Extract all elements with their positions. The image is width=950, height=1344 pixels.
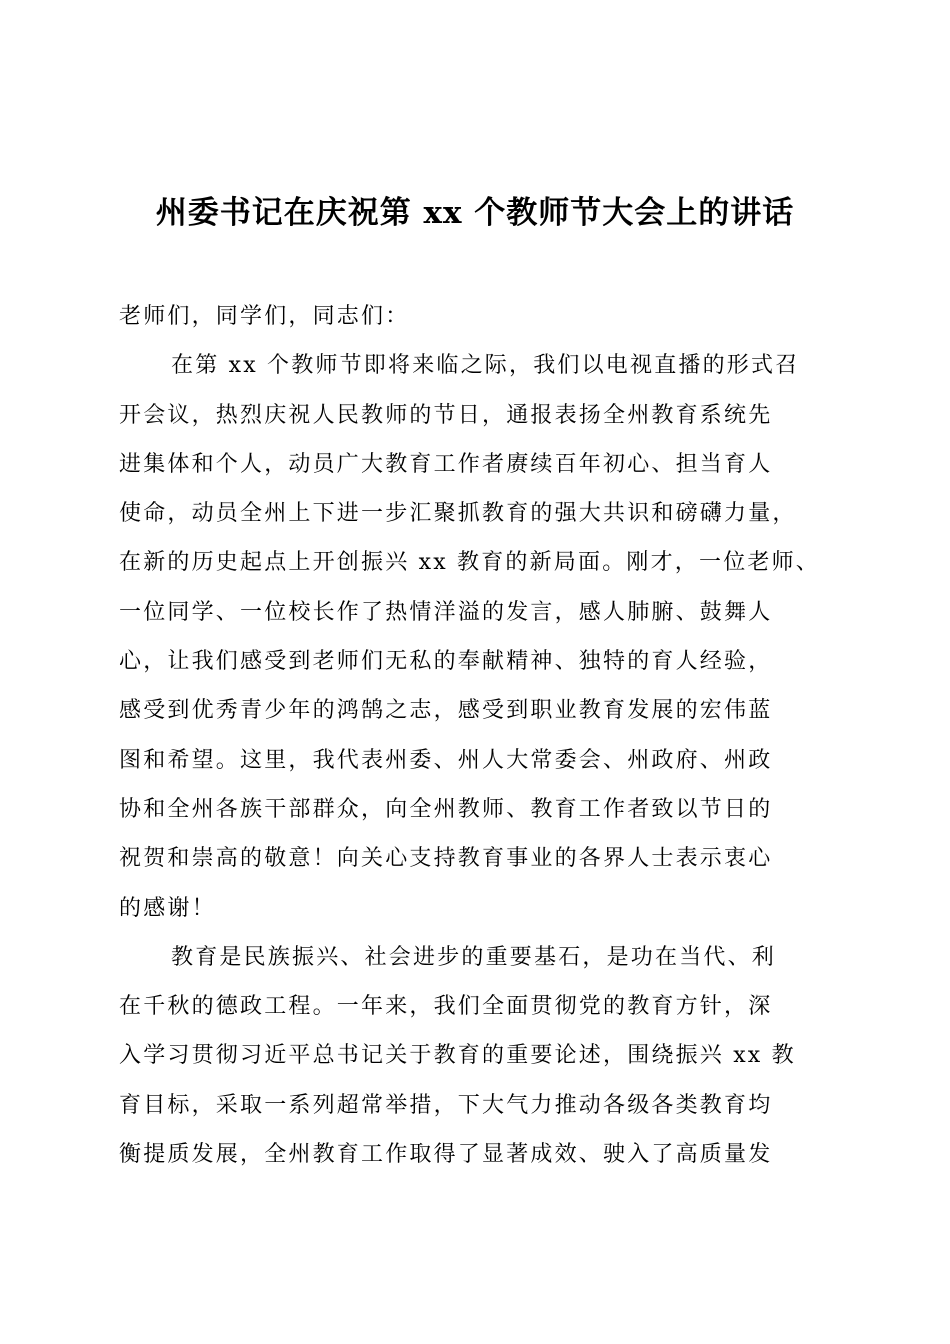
paragraph-line: 教育是民族振兴、社会进步的重要基石，是功在当代、利 (171, 944, 777, 970)
paragraph-line: 入学习贯彻习近平总书记关于教育的重要论述，围绕振兴 xx 教 (119, 1043, 796, 1069)
paragraph-line: 在新的历史起点上开创振兴 xx 教育的新局面。刚才，一位老师、 (119, 550, 821, 576)
paragraph-line: 协和全州各族干部群众，向全州教师、教育工作者致以节日的 (119, 796, 773, 822)
paragraph-1 (119, 341, 835, 933)
document-title: 州委书记在庆祝第 xx 个教师节大会上的讲话 (155, 195, 795, 231)
paragraph-line: 图和希望。这里，我代表州委、州人大常委会、州政府、州政 (119, 747, 773, 773)
paragraph-line: 一位同学、一位校长作了热情洋溢的发言，感人肺腑、鼓舞人 (119, 599, 773, 625)
paragraph-line: 进集体和个人，动员广大教育工作者赓续百年初心、担当育人 (119, 451, 773, 477)
paragraph-line: 使命，动员全州上下进一步汇聚抓教育的强大共识和磅礴力量， (119, 501, 797, 527)
paragraph-line: 感受到优秀青少年的鸿鹄之志，感受到职业教育发展的宏伟蓝 (119, 698, 773, 724)
paragraph-line: 衡提质发展，全州教育工作取得了显著成效、驶入了高质量发 (119, 1142, 773, 1168)
paragraph-2 (119, 933, 835, 1179)
paragraph-line: 的感谢！ (119, 895, 216, 921)
paragraph-line: 开会议，热烈庆祝人民教师的节日，通报表扬全州教育系统先 (119, 402, 773, 428)
salutation: 老师们，同学们，同志们： (119, 304, 410, 329)
paragraph-line: 育目标，采取一系列超常举措，下大气力推动各级各类教育均 (119, 1092, 773, 1118)
paragraph-line: 在千秋的德政工程。一年来，我们全面贯彻党的教育方针，深 (119, 994, 773, 1020)
paragraph-line: 心，让我们感受到老师们无私的奉献精神、独特的育人经验， (119, 649, 773, 675)
paragraph-line: 祝贺和崇高的敬意！向关心支持教育事业的各界人士表示衷心 (119, 846, 773, 872)
document-body (119, 292, 835, 1179)
paragraph-line: 在第 xx 个教师节即将来临之际，我们以电视直播的形式召 (171, 353, 800, 379)
